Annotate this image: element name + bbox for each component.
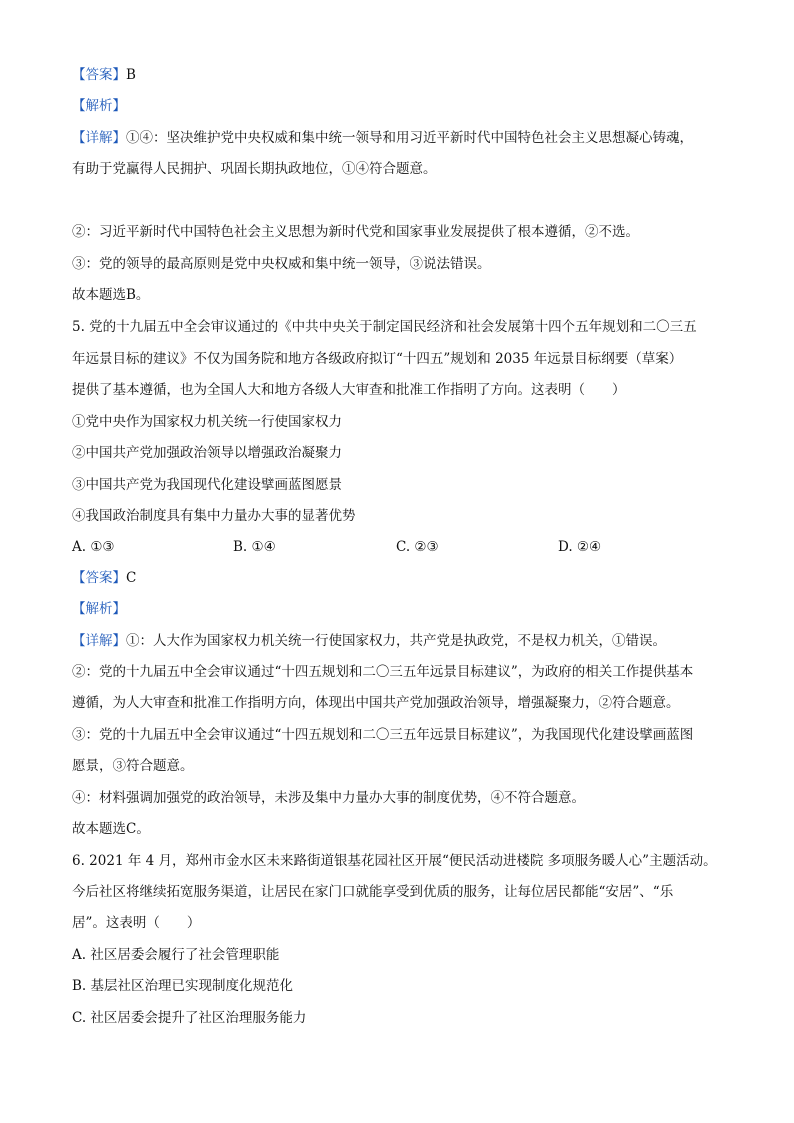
q5-statement-3: ③中国共产党为我国现代化建设擘画蓝图愿景 bbox=[72, 477, 342, 493]
q5-stem-line-1: 5. 党的十九届五中全会审议通过的《中共中央关于制定国民经济和社会发展第十四个五年规划和二〇三五 bbox=[72, 319, 697, 335]
q4-answer-value: B bbox=[126, 67, 136, 83]
q4-answer bbox=[72, 66, 136, 84]
q5-option-b: B. ①④ bbox=[233, 539, 276, 555]
q4-conclusion: 故本题选B。 bbox=[72, 287, 150, 303]
q5-line-2: 遵循，为人大审查和批准工作指明方向，体现出中国共产党加强政治领导，增强凝聚力，②符合题意。 bbox=[72, 695, 680, 711]
q4-detail-line-2: 有助于党赢得人民拥护、巩固长期执政地位，①④符合题意。 bbox=[72, 161, 437, 177]
q4-line-1: ②：习近平新时代中国特色社会主义思想为新时代党和国家事业发展提供了根本遵循，②不选。 bbox=[72, 224, 639, 240]
q5-option-c: C. ②③ bbox=[396, 539, 439, 555]
q5-conclusion: 故本题选C。 bbox=[72, 821, 150, 837]
q5-line-3: ③：党的十九届五中全会审议通过“十四五规划和二〇三五年远景目标建议”，为我国现代化建设擘画蓝图 bbox=[72, 727, 694, 743]
q5-line-5: ④：材料强调加强党的政治领导，未涉及集中力量办大事的制度优势，④不符合题意。 bbox=[72, 790, 585, 806]
q5-answer-value: C bbox=[126, 570, 137, 586]
q6-stem-line-3: 居”。这表明（ ） bbox=[72, 915, 201, 931]
q5-statement-4: ④我国政治制度具有集中力量办大事的显著优势 bbox=[72, 508, 356, 524]
q5-line-4: 愿景，③符合题意。 bbox=[72, 758, 194, 774]
q5-answer: 【答案】C bbox=[72, 570, 137, 586]
q4-detail-line-1: 【详解】①④：坚决维护党中央权威和集中统一领导和用习近平新时代中国特色社会主义思想凝心铸魂， bbox=[72, 130, 693, 146]
q5-detail-line-1: 【详解】①：人大作为国家权力机关统一行使国家权力，共产党是执政党，不是权力机关，①错误。 bbox=[72, 633, 666, 649]
q6-option-a: A. 社区居委会履行了社会管理职能 bbox=[72, 947, 280, 963]
q5-analysis-tag: 【解析】 bbox=[72, 601, 126, 617]
q6-stem-line-1: 6. 2021 年 4 月，郑州市金水区未来路街道银基花园社区开展“便民活动进楼院 多项服务暖人心”主题活动。 bbox=[72, 853, 717, 869]
q6-stem-line-2: 今后社区将继续拓宽服务渠道，让居民在家门口就能享受到优质的服务，让每位居民都能“安居”、“乐 bbox=[72, 884, 674, 900]
q5-line-1: ②：党的十九届五中全会审议通过“十四五规划和二〇三五年远景目标建议”，为政府的相关工作提供基本 bbox=[72, 664, 694, 680]
q6-option-b: B. 基层社区治理已实现制度化规范化 bbox=[72, 978, 294, 994]
q6-option-c: C. 社区居委会提升了社区治理服务能力 bbox=[72, 1010, 307, 1026]
q4-line-2: ③：党的领导的最高原则是党中央权威和集中统一领导，③说法错误。 bbox=[72, 256, 491, 272]
detail-tag: 【详解】 bbox=[72, 130, 126, 146]
q5-statement-2: ②中国共产党加强政治领导以增强政治凝聚力 bbox=[72, 445, 342, 461]
q4-analysis-tag: 【解析】 bbox=[72, 98, 126, 114]
q5-stem-line-2: 年远景目标的建议》不仅为国务院和地方各级政府拟订“十四五”规划和 2035 年远景目标纲要（草案） bbox=[72, 351, 683, 367]
q5-option-d: D. ②④ bbox=[558, 539, 602, 555]
q5-stem-line-3: 提供了基本遵循，也为全国人大和地方各级人大审查和批准工作指明了方向。这表明（ ） bbox=[72, 382, 626, 398]
q5-option-a: A. ①③ bbox=[72, 539, 115, 555]
answer-tag: 【答案】 bbox=[72, 67, 126, 83]
q5-statement-1: ①党中央作为国家权力机关统一行使国家权力 bbox=[72, 414, 342, 430]
